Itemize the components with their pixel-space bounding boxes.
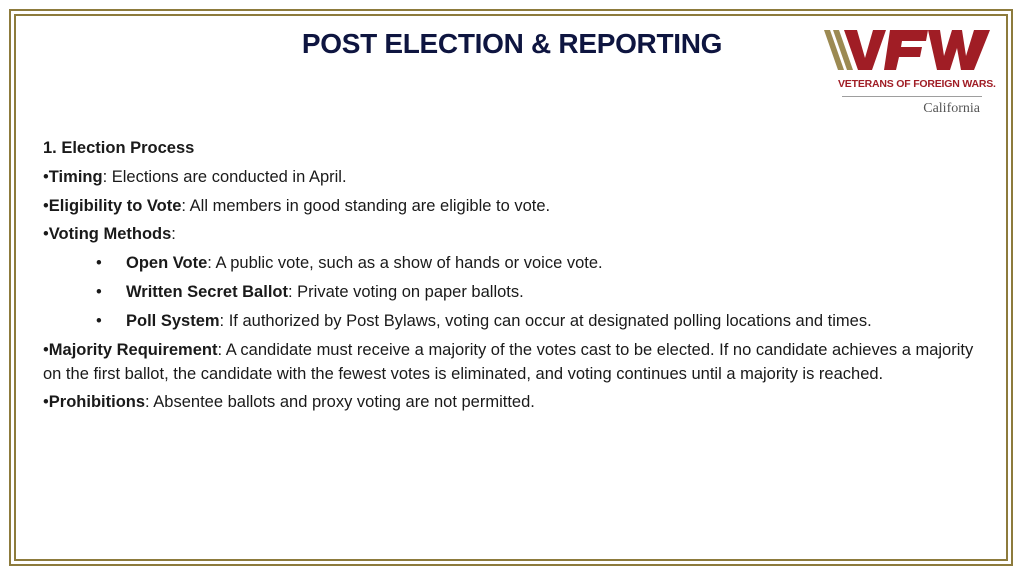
bullet-timing: •Timing: Elections are conducted in April. [43,167,347,186]
logo-divider [842,96,982,97]
logo-tagline: VETERANS OF FOREIGN WARS. [838,78,996,90]
sub-bullet-secret-ballot: • Written Secret Ballot: Private voting on paper ballots. [96,282,524,301]
sub-bullet-poll-system: • Poll System: If authorized by Post Bylaws, voting can occur at designated polling locations and times. [96,311,872,330]
sub-bullet-text: : Private voting on paper ballots. [287,282,524,301]
sub-bullet-open-vote: • Open Vote: A public vote, such as a show of hands or voice vote. [96,254,603,273]
sub-bullet-label: Open Vote [126,254,208,273]
slide-body [43,134,983,416]
vfw-logo [824,28,994,120]
logo-state: California [923,101,980,116]
vfw-logo-mark-icon [824,28,994,76]
sub-bullet-label: Written Secret Ballot [126,282,288,301]
bullet-text: : Elections are conducted in April. [102,167,347,186]
bullet-label: Timing [48,167,103,186]
bullet-text: : All members in good standing are eligible to vote. [181,196,551,215]
section-heading: 1. Election Process [43,139,195,157]
bullet-voting-methods: •Voting Methods: [43,225,176,244]
bullet-label: Eligibility to Vote [48,196,182,215]
bullet-label: Prohibitions [48,392,146,411]
bullet-majority: •Majority Requirement: A candidate must receive a majority of the votes cast to be elected. If no candidate achieves a majority on the first ballot, the candidate with the fewest votes is eliminated, and voting continues until a majority is reached. [43,340,974,383]
bullet-prohibitions: •Prohibitions: Absentee ballots and proxy voting are not permitted. [43,392,535,411]
bullet-eligibility: •Eligibility to Vote: All members in good standing are eligible to vote. [43,196,551,215]
sub-bullet-text: : If authorized by Post Bylaws, voting can occur at designated polling locations and times. [219,311,872,330]
bullet-text: : A candidate must receive a majority of the votes cast to be elected. If no candidate achieves a majority on the first ballot, the candidate with the fewest votes is eliminated, and voting continues until a majority is reached. [43,340,974,383]
sub-bullet-text: : A public vote, such as a show of hands or voice vote. [207,254,603,273]
bullet-label: Voting Methods [48,225,172,244]
bullet-text: : [171,225,176,244]
sub-bullet-label: Poll System [126,311,220,330]
bullet-text: : Absentee ballots and proxy voting are not permitted. [145,392,535,411]
slide-title: POST ELECTION & REPORTING [301,28,723,59]
bullet-label: Majority Requirement [48,340,218,359]
